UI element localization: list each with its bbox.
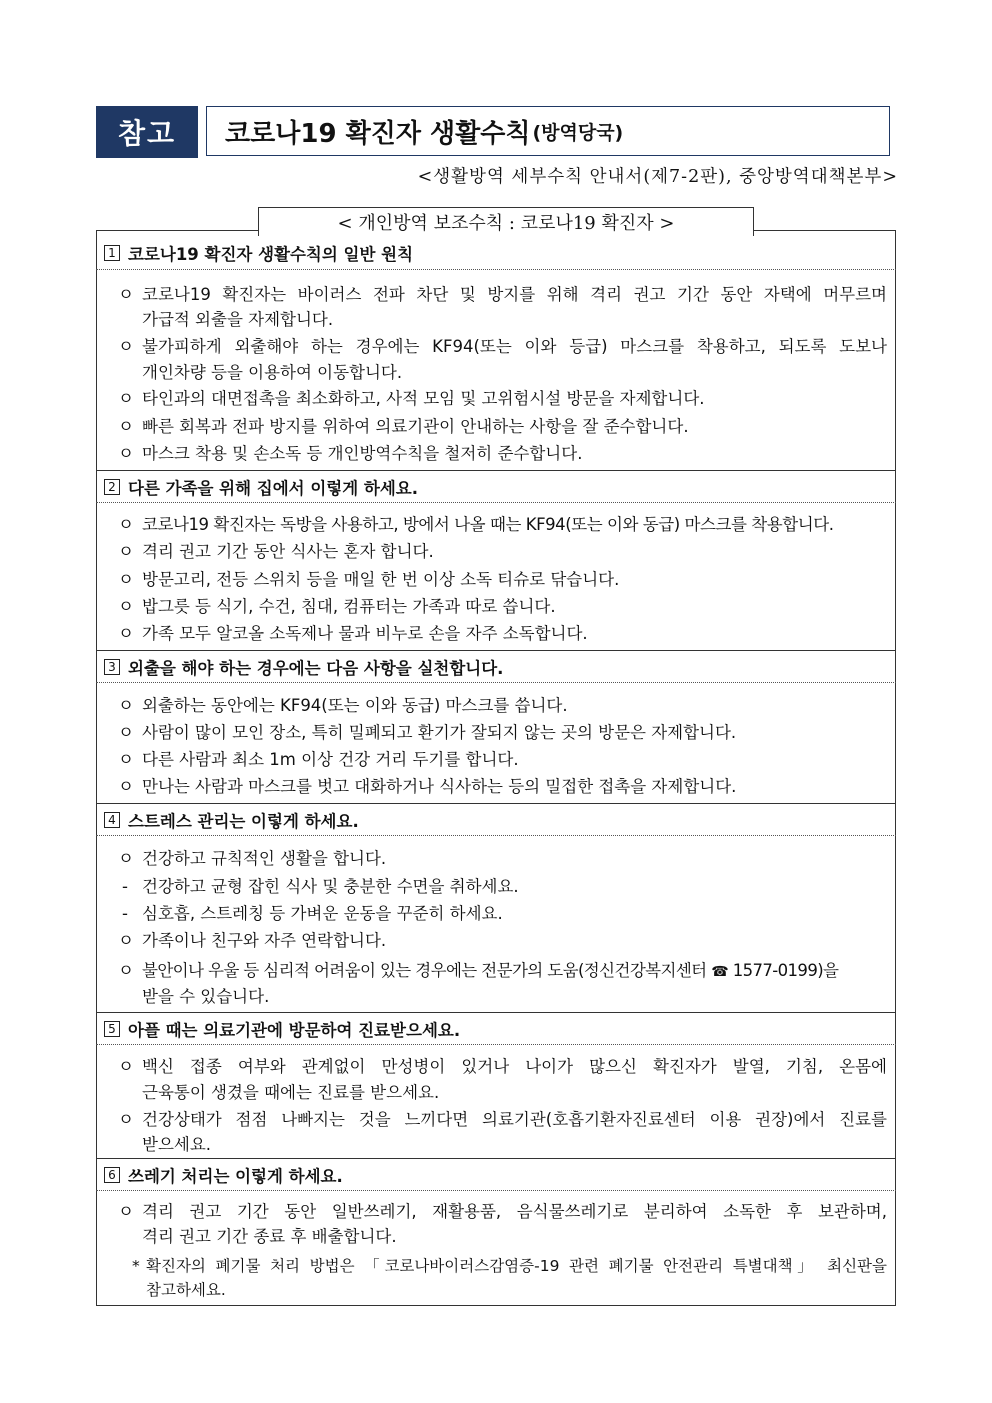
note-text-cont: 참고하세요. <box>146 1281 226 1299</box>
phone-icon: ☎ <box>711 964 729 980</box>
section-5-header <box>96 1012 896 1045</box>
bullet: ㅇ <box>118 337 134 356</box>
bullet: ㅇ <box>118 696 134 715</box>
section-number: 2 <box>104 479 120 495</box>
bullet: ㅇ <box>118 750 134 769</box>
bullet: ㅇ <box>118 777 134 796</box>
section-number: 4 <box>104 812 120 828</box>
bullet: ㅇ <box>118 931 134 950</box>
bullet: ㅇ <box>118 542 134 561</box>
section-title: 스트레스 관리는 이렇게 하세요. <box>128 811 359 831</box>
list-item: 타인과의 대면접촉을 최소화하고, 사적 모임 및 고위험시설 방문을 자제합니다. <box>142 389 705 408</box>
reference-badge: 참고 <box>96 106 198 158</box>
list-item: 사람이 많이 모인 장소, 특히 밀폐되고 환기가 잘되지 않는 곳의 방문은 자제합니다. <box>142 723 737 742</box>
list-item: 백신 접종 여부와 관계없이 만성병이 있거나 나이가 많으신 확진자가 발열, 기침, 온몸에 <box>142 1057 887 1076</box>
section-title: 다른 가족을 위해 집에서 이렇게 하세요. <box>128 478 419 498</box>
section-title: 아플 때는 의료기관에 방문하여 진료받으세요. <box>128 1020 461 1040</box>
list-item-cont: 가급적 외출을 자제합니다. <box>142 310 334 329</box>
list-item: 외출하는 동안에는 KF94(또는 이와 동급) 마스크를 씁니다. <box>142 696 568 715</box>
list-subitem: 심호흡, 스트레칭 등 가벼운 운동을 꾸준히 하세요. <box>142 904 503 923</box>
list-item: 만나는 사람과 마스크를 벗고 대화하거나 식사하는 등의 밀접한 접촉을 자제합니다. <box>142 777 737 796</box>
bullet: ㅇ <box>118 515 134 534</box>
list-item: 건강하고 규칙적인 생활을 합니다. <box>142 849 387 868</box>
section-number: 6 <box>104 1167 120 1183</box>
note-text: 확진자의 폐기물 처리 방법은 「코로나바이러스감염증-19 관련 폐기물 안전관리 특별대책」 최신판을 <box>146 1257 887 1275</box>
section-number: 5 <box>104 1021 120 1037</box>
section-title: 코로나19 확진자 생활수칙의 일반 원칙 <box>128 245 414 264</box>
list-item-cont: 근육통이 생겼을 때에는 진료를 받으세요. <box>142 1083 440 1102</box>
list-item: 다른 사람과 최소 1m 이상 건강 거리 두기를 합니다. <box>142 750 519 769</box>
bullet: ㅇ <box>118 417 134 436</box>
bullet: ㅇ <box>118 597 134 616</box>
section-1-header <box>96 237 896 270</box>
list-item: 밥그릇 등 식기, 수건, 침대, 컴퓨터는 가족과 따로 씁니다. <box>142 597 556 616</box>
bullet: ㅇ <box>118 624 134 643</box>
list-item-cont: 개인차량 등을 이용하여 이동합니다. <box>142 363 403 382</box>
title-box <box>206 106 890 156</box>
list-item-cont: 받을 수 있습니다. <box>142 987 270 1006</box>
box-title: < 개인방역 보조수칙 : 코로나19 확진자 > <box>258 207 754 236</box>
list-item: 코로나19 확진자는 독방을 사용하고, 방에서 나올 때는 KF94(또는 이와 동급) 마스크를 착용합니다. <box>142 515 834 534</box>
list-item: 격리 권고 기간 동안 일반쓰레기, 재활용품, 음식물쓰레기로 분리하여 소독한 후 보관하며, <box>142 1202 887 1221</box>
list-item: 가족 모두 알코올 소독제나 물과 비누로 손을 자주 소독합니다. <box>142 624 588 643</box>
list-item: 불가피하게 외출해야 하는 경우에는 KF94(또는 이와 등급) 마스크를 착용하고, 되도록 도보나 <box>142 337 887 356</box>
section-number: 1 <box>104 245 120 261</box>
bullet: ㅇ <box>118 1110 134 1129</box>
section-3-header <box>96 650 896 683</box>
section-title: 외출을 해야 하는 경우에는 다음 사항을 실천합니다. <box>128 658 504 678</box>
list-subitem: 건강하고 균형 잡힌 식사 및 충분한 수면을 취하세요. <box>142 877 519 896</box>
bullet: ㅇ <box>118 570 134 589</box>
list-item: 빠른 회복과 전파 방지를 위하여 의료기관이 안내하는 사항을 잘 준수합니다. <box>142 417 689 436</box>
section-6-header <box>96 1158 896 1191</box>
dash: - <box>122 904 128 923</box>
phone-number: 1577-0199)을 <box>732 961 839 980</box>
page-title-source: (방역당국) <box>532 121 624 144</box>
list-item-text: 불안이나 우울 등 심리적 어려움이 있는 경우에는 전문가의 도움(정신건강복지센터 <box>142 961 707 980</box>
bullet: ㅇ <box>118 1057 134 1076</box>
page-title: 코로나19 확진자 생활수칙 <box>225 118 531 149</box>
list-item-cont: 격리 권고 기간 종료 후 배출합니다. <box>142 1227 397 1246</box>
bullet: ㅇ <box>118 1202 134 1221</box>
list-item: 격리 권고 기간 동안 식사는 혼자 합니다. <box>142 542 434 561</box>
bullet: ㅇ <box>118 444 134 463</box>
list-item-cont: 받으세요. <box>142 1135 212 1154</box>
bullet: ㅇ <box>118 285 134 304</box>
section-title: 쓰레기 처리는 이렇게 하세요. <box>128 1166 343 1186</box>
note-mark: * <box>132 1257 140 1275</box>
section-number: 3 <box>104 659 120 675</box>
section-2-header <box>96 470 896 503</box>
list-item <box>142 960 838 983</box>
list-item: 가족이나 친구와 자주 연락합니다. <box>142 931 387 950</box>
list-item: 방문고리, 전등 스위치 등을 매일 한 번 이상 소독 티슈로 닦습니다. <box>142 570 620 589</box>
section-4-header <box>96 803 896 836</box>
dash: - <box>122 877 128 896</box>
bullet: ㅇ <box>118 849 134 868</box>
list-item: 코로나19 확진자는 바이러스 전파 차단 및 방지를 위해 격리 권고 기간 동안 자택에 머무르며 <box>142 285 887 304</box>
bullet: ㅇ <box>118 723 134 742</box>
list-item: 마스크 착용 및 손소독 등 개인방역수칙을 철저히 준수합니다. <box>142 444 583 463</box>
source-line: <생활방역 세부수칙 안내서(제7-2판), 중앙방역대책본부> <box>417 167 898 187</box>
bullet: ㅇ <box>118 961 134 980</box>
list-item: 건강상태가 점점 나빠지는 것을 느끼다면 의료기관(호흡기환자진료센터 이용 권장)에서 진료를 <box>142 1110 887 1129</box>
bullet: ㅇ <box>118 389 134 408</box>
